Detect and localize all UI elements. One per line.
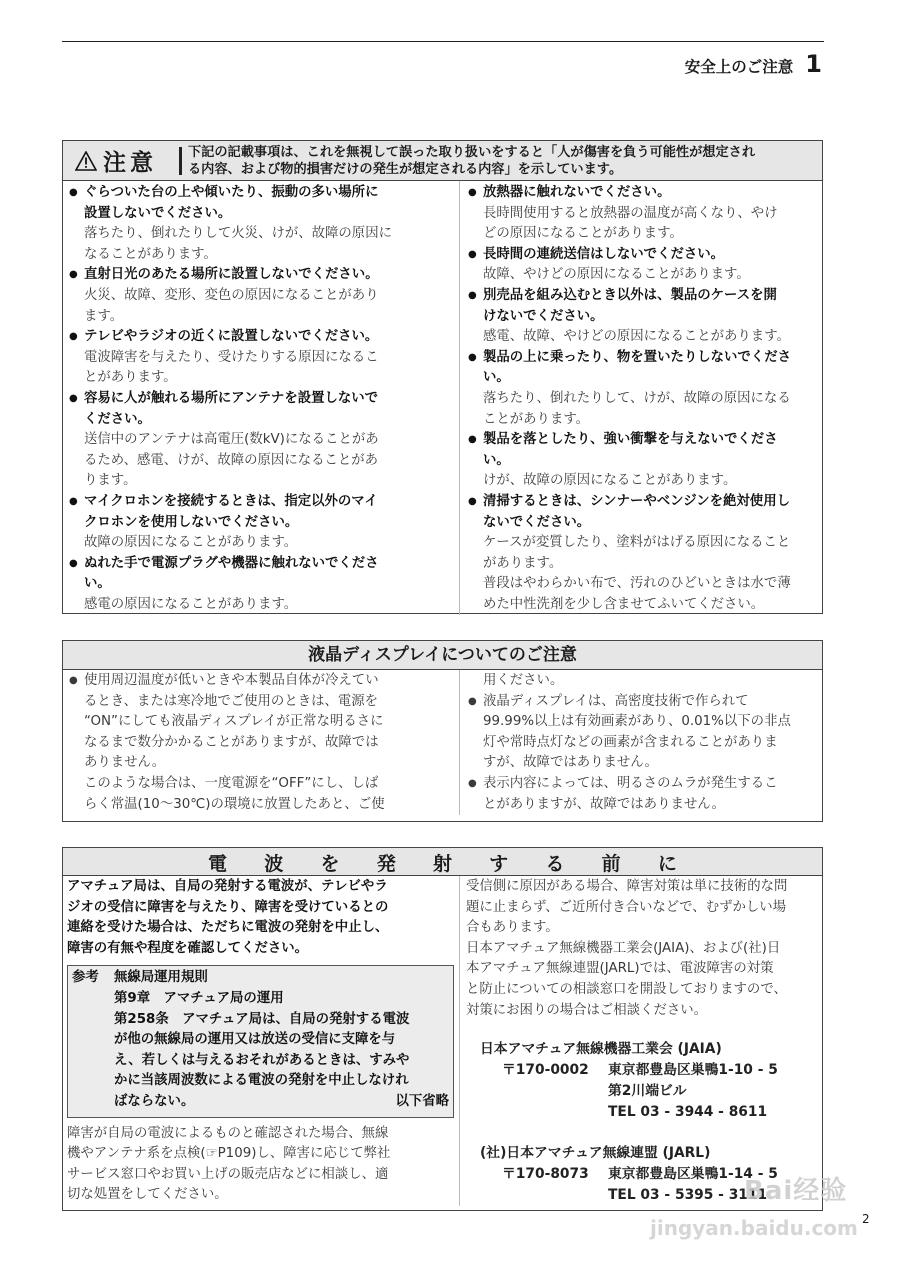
contact-address: 第2川端ビル (608, 1083, 687, 1100)
watermark-url: jingyan.baidu.com (650, 1216, 858, 1240)
contact-zip (466, 1185, 608, 1206)
caution-item-text: ことがあります。 (483, 411, 590, 427)
caution-item-heading: ● ぐらついた台の上や傾いたり、振動の多い場所に (67, 183, 447, 204)
section-title: 安全上のご注意 (684, 58, 794, 76)
contact-zip: 〒170-8073 (502, 1166, 589, 1183)
caution-item-text: 故障、やけどの原因になることがあります。 (483, 267, 750, 283)
caution-item-heading: い。 (483, 370, 510, 386)
caution-item-text: ケースが変質したり、塗料がはげる原因になること (483, 535, 791, 551)
contact-zip: 〒170-0002 (502, 1062, 589, 1079)
reference-chapter: 第9章 アマチュア局の運用 (114, 990, 284, 1006)
caution-item-heading: ● マイクロホンを接続するときは、指定以外のマイ (67, 492, 447, 513)
running-head (685, 50, 822, 78)
radio-intro-line: アマチュア局は、自局の発射する電波が、テレビやラ (67, 879, 388, 894)
radio-right-line: と防止についての相談窓口を開設しておりますので、 (466, 981, 787, 997)
radio-right-line: 日本アマチュア無線機器工業会(JAIA)、および(社)日 (466, 940, 781, 956)
title-char: を (320, 852, 340, 875)
reference-omit: 以下省略 (395, 1093, 449, 1109)
lcd-item-text: このような場合は、一度電源を“OFF”にし、しば (84, 775, 379, 791)
radio-bottom-line: サービス窓口やお買い上げの販売店などに相談し、適 (67, 1166, 389, 1182)
caution-item-text: 火災、故障、変形、変色の原因になることがあり (84, 287, 379, 303)
contact-address: TEL 03 - 3944 - 8611 (608, 1104, 768, 1121)
caution-item-text: 送信中のアンテナは高電圧(数kV)になることがあ (84, 432, 379, 448)
caution-item-heading: 設置しないでください。 (84, 205, 232, 221)
caution-item-heading: ● 製品を落としたり、強い衝撃を与えないでくださ (466, 430, 818, 451)
contact-address: 東京都豊島区巣鴨1-10 - 5 (608, 1062, 778, 1079)
lcd-notice-box (62, 640, 823, 822)
page-number: 2 (862, 1212, 870, 1226)
caution-item-heading: ないでください。 (483, 514, 591, 530)
radio-bottom-line: 切な処置をしてください。 (67, 1187, 228, 1203)
caution-item-heading: い。 (483, 452, 510, 468)
caution-item-heading: ● 別売品を組み込むとき以外は、製品のケースを開 (466, 286, 818, 307)
radio-bottom-text (63, 1124, 459, 1206)
lcd-item-text: とがありますが、故障ではありません。 (483, 796, 725, 812)
radio-bottom-line: 障害が自局の電波によるものと確認された場合、無線 (67, 1125, 389, 1141)
reference-article-line: 第258条 アマチュア局は、自局の発射する電波 (114, 1011, 410, 1027)
contact-address: TEL 03 - 5395 - 3111 (608, 1187, 768, 1204)
caution-item-text: ます。 (84, 308, 124, 324)
caution-item-heading: ● ぬれた手で電源プラグや機器に触れないでくださ (67, 554, 447, 575)
lcd-item-text: ● 液晶ディスプレイは、高密度技術で作られて (466, 692, 818, 713)
contact-address-line (466, 1060, 818, 1081)
before-transmitting-box (62, 847, 823, 1211)
caution-item-text: るため、感電、けが、故障の原因になることがあ (84, 452, 379, 468)
caution-item-text: どの原因になることがあります。 (483, 226, 683, 242)
lcd-item-text: 灯や常時点灯などの画素が含まれることがありま (483, 734, 778, 750)
caution-item-text: 感電、故障、やけどの原因になることがあります。 (483, 329, 790, 345)
contact-address: 東京都豊島区巣鴨1-14 - 5 (608, 1166, 778, 1183)
lcd-columns (63, 670, 822, 815)
caution-item-heading: ● 長時間の連続送信はしないでください。 (466, 245, 818, 266)
caution-item-text: 落ちたり、倒れたりして火災、けが、故障の原因に (84, 226, 392, 242)
lcd-left-column (63, 670, 460, 815)
radio-right-line: 題に止まらず、ご近所付き合いなどで、むずかしい場 (466, 899, 787, 915)
caution-left-column (63, 181, 460, 615)
contact-zip (466, 1102, 608, 1123)
caution-divider (179, 147, 182, 175)
caution-item-text: 故障の原因になることがあります。 (84, 535, 298, 551)
caution-item-heading: ● 直射日光のあたる場所に設置しないでください。 (67, 265, 447, 286)
reference-article-line: え、若しくは与えるおそれがあるときは、すみや (114, 1052, 410, 1068)
lcd-notice-title: 液晶ディスプレイについてのご注意 (63, 641, 822, 670)
radio-right-line: 本アマチュア無線連盟(JARL)では、電波障害の対策 (466, 961, 774, 977)
title-char: 前 (601, 852, 621, 875)
radio-right-text (466, 877, 818, 1021)
lcd-item-text: ありません。 (84, 755, 166, 771)
lcd-item-text: らく常温(10〜30℃)の環境に放置したあと、ご使 (84, 796, 385, 812)
caution-header (63, 141, 822, 181)
caution-item-heading: ください。 (84, 411, 151, 427)
contact-zip (466, 1081, 608, 1102)
reference-last-line: ばならない。 以下省略 (72, 1092, 449, 1113)
title-char: 電 (208, 852, 228, 875)
radio-left-column (63, 876, 460, 1206)
caution-box (62, 140, 823, 614)
radio-columns (63, 876, 822, 1206)
top-rule (62, 41, 824, 42)
lcd-item-text: なるまで数分かかることがありますが、故障では (84, 734, 379, 750)
before-transmitting-header (63, 848, 822, 876)
reference-heading: 無線局運用規則 (114, 970, 208, 986)
caution-item-text: めた中性洗剤を少し含ませてふいてください。 (483, 596, 765, 612)
caution-item-heading: けないでください。 (483, 308, 604, 324)
title-char: 発 (376, 852, 396, 875)
caution-title: 注意 (103, 150, 157, 176)
radio-intro-line: 連絡を受けた場合は、ただちに電波の発射を中止し、 (67, 920, 389, 936)
caution-item-text: けが、故障の原因になることがあります。 (483, 473, 737, 489)
caution-item-text: があります。 (483, 555, 563, 571)
lcd-item-text: ● 使用周辺温度が低いときや本製品自体が冷えてい (67, 671, 447, 692)
caution-item-heading: ● 容易に人が触れる場所にアンテナを設置しないで (67, 389, 447, 410)
title-char: す (489, 852, 509, 875)
reference-label: 参考 (72, 970, 99, 986)
reference-article-line: が他の無線局の運用又は放送の受信に支障を与 (114, 1032, 396, 1048)
caution-label (63, 144, 179, 177)
lcd-item-text: 用ください。 (483, 673, 564, 688)
radio-right-line: 対策にお困りの場合はご相談ください。 (466, 1002, 708, 1018)
radio-intro-line: 障害の有無や程度を確認してください。 (67, 940, 309, 956)
reference-article-line: かに当該周波数による電波の発射を中止しなけれ (114, 1073, 409, 1089)
title-char: る (545, 852, 565, 875)
lcd-item-text: “ON”にしても液晶ディスプレイが正常な明るさに (84, 714, 384, 730)
caution-item-text: ります。 (84, 473, 137, 489)
caution-item-heading: クロホンを使用しないでください。 (84, 514, 299, 530)
caution-columns (63, 181, 822, 615)
watermark-logo: Bai经验 (744, 1176, 848, 1206)
lcd-right-column (460, 670, 822, 815)
radio-right-line: 受信側に原因がある場合、障害対策は単に技術的な問 (466, 879, 788, 894)
caution-item-text: 落ちたり、倒れたりして、けが、故障の原因になる (483, 390, 791, 406)
caution-item-text: 普段はやわらかい布で、汚れのひどいときは水で薄 (483, 576, 791, 592)
caution-item-heading: ● 放熱器に触れないでください。 (466, 183, 818, 204)
title-char: 波 (264, 852, 284, 875)
reference-box (67, 965, 454, 1117)
caution-item-text: 電波障害を与えたり、受けたりする原因になるこ (84, 349, 379, 365)
contact-address-line (466, 1102, 818, 1123)
title-char: 射 (432, 852, 452, 875)
lcd-item-text: ● 表示内容によっては、明るさのムラが発生するこ (466, 774, 818, 795)
radio-right-column (460, 876, 822, 1206)
chapter-number: 1 (805, 50, 822, 78)
lcd-item-text: るとき、または寒冷地でご使用のときは、電源を (84, 693, 379, 709)
caution-item-text: 感電の原因になることがあります。 (84, 596, 298, 612)
contact-name: (社)日本アマチュア無線連盟 (JARL) (480, 1145, 711, 1162)
warning-triangle-icon (75, 151, 97, 171)
caution-item-text: 長時間使用すると放熱器の温度が高くなり、やけ (483, 205, 778, 221)
caution-item-heading: ● テレビやラジオの近くに設置しないでください。 (67, 327, 447, 348)
title-char: に (657, 852, 677, 875)
caution-description: 下記の記載事項は、これを無視して誤った取り扱いをすると「人が傷害を負う可能性が想定され る内容、および物的損害だけの発生が想定される内容」を示しています。 (188, 144, 756, 177)
before-transmitting-title (208, 848, 677, 876)
radio-intro-line: ジオの受信に障害を与えたり、障害を受けているとの (67, 899, 389, 915)
reference-article (72, 1010, 449, 1092)
caution-item-heading: ● 清掃するときは、シンナーやベンジンを絶対使用し (466, 492, 818, 513)
caution-right-column (460, 181, 822, 615)
contact-entry (466, 1039, 818, 1123)
caution-item-heading: ● 製品の上に乗ったり、物を置いたりしないでくださ (466, 348, 818, 369)
contact-address-line (466, 1081, 818, 1102)
radio-intro (63, 877, 459, 959)
caution-item-heading: い。 (84, 576, 111, 592)
radio-bottom-line: 機やアンテナ系を点検(☞P109)し、障害に応じて弊社 (67, 1146, 391, 1162)
radio-right-line: 合もあります。 (466, 920, 559, 936)
lcd-item-text: すが、故障ではありません。 (483, 755, 658, 771)
caution-item-text: とがあります。 (84, 370, 177, 386)
contact-name: 日本アマチュア無線機器工業会 (JAIA) (480, 1041, 722, 1058)
caution-item-text: なることがあります。 (84, 246, 217, 262)
lcd-item-text: 99.99%以上は有効画素があり、0.01%以下の非点 (483, 714, 791, 730)
